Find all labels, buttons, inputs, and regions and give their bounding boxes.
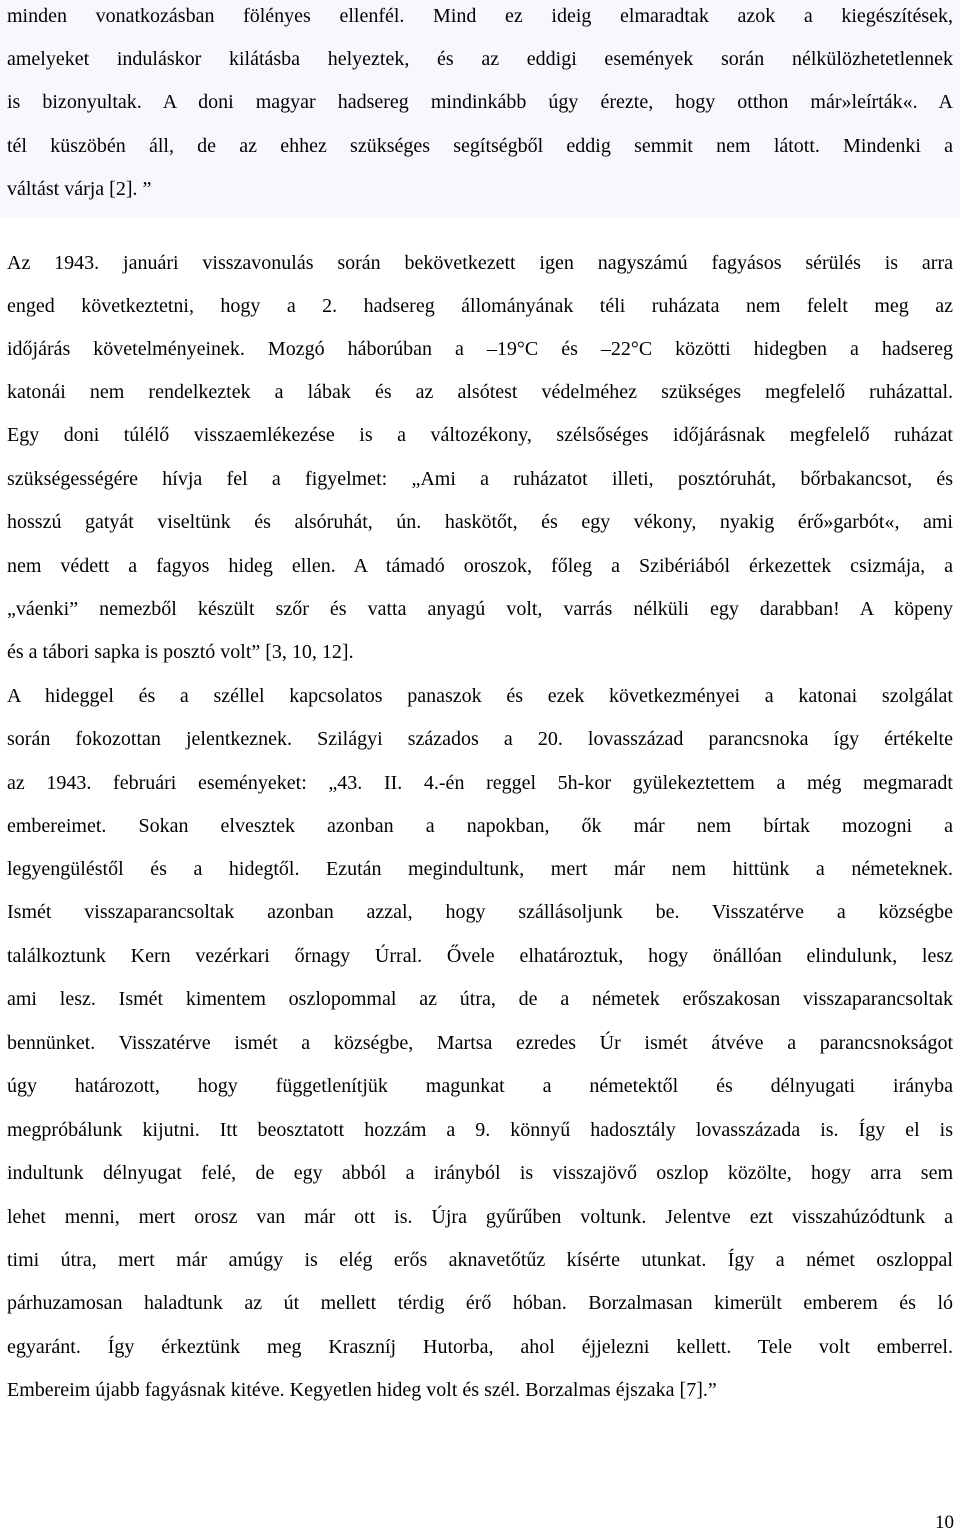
paragraph-line: Ismét visszaparancsoltak azonban azzal, hogy szállásoljunk be. Visszatérve a községbe (7, 901, 953, 923)
paragraph-line: enged következtetni, hogy a 2. hadsereg állományának téli ruházata nem felelt meg az (7, 295, 953, 317)
paragraph-line: katonái nem rendelkeztek a lábak és az alsótest védelméhez szükséges megfelelő ruházattal. (7, 381, 953, 403)
paragraph-line: Az 1943. januári visszavonulás során bekövetkezett igen nagyszámú fagyásos sérülés is arra (7, 252, 953, 274)
paragraph-line: párhuzamosan haladtunk az út mellett térdig érő hóban. Borzalmasan kimerült emberem és ló (7, 1292, 953, 1314)
paragraph-line: Embereim újabb fagyásnak kitéve. Kegyetlen hideg volt és szél. Borzalmas éjszaka [7].” (7, 1379, 717, 1401)
paragraph-line: A hideggel és a széllel kapcsolatos panaszok és ezek következményei a katonai szolgálat (7, 685, 953, 707)
paragraph-line: nem védett a fagyos hideg ellen. A támadó oroszok, főleg a Szibériából érkezettek csizmája, a (7, 555, 953, 577)
paragraph-line: timi útra, mert már amúgy is elég erős aknavetőtűz kísérte utunkat. Így a német oszloppal (7, 1249, 953, 1271)
paragraph-line: „váenki” nemezből készült szőr és vatta anyagú volt, varrás nélküli egy darabban! A köpeny (7, 598, 953, 620)
paragraph-line: lehet menni, mert orosz van már ott is. Újra gyűrűben voltunk. Jelentve ezt visszahúzódtunk a (7, 1206, 953, 1228)
paragraph-line: az 1943. februári eseményeket: „43. II. 4.-én reggel 5h-kor gyülekeztettem a még megmaradt (7, 772, 953, 794)
paragraph-line: Egy doni túlélő visszaemlékezése is a változékony, szélsőséges időjárásnak megfelelő ruházat (7, 424, 953, 446)
paragraph-line: indultunk délnyugat felé, de egy abból a irányból is visszajövő oszlop közölte, hogy arra sem (7, 1162, 953, 1184)
quote-line: váltást várja [2]. ” (7, 178, 152, 200)
quote-line: minden vonatkozásban fölényes ellenfél. Mind ez ideig elmaradtak azok a kiegészítések, (7, 5, 953, 27)
paragraph-line: embereimet. Sokan elvesztek azonban a napokban, ők már nem bírtak mozogni a (7, 815, 953, 837)
paragraph-line: megpróbálunk kijutni. Itt beosztatott hozzám a 9. könnyű hadosztály lovasszázada is. Így el is (7, 1119, 953, 1141)
quote-line: amelyeket induláskor kilátásba helyeztek, és az eddigi események során nélkülözhetetlennek (7, 48, 953, 70)
paragraph-line: és a tábori sapka is posztó volt” [3, 10, 12]. (7, 641, 354, 663)
page-number: 10 (935, 1512, 954, 1533)
paragraph-line: során fokozottan jelentkeznek. Szilágyi százados a 20. lovasszázad parancsnoka így értékelte (7, 728, 953, 750)
paragraph-line: úgy határozott, hogy függetlenítjük magunkat a németektől és délnyugati irányba (7, 1075, 953, 1097)
paragraph-line: hosszú gatyát viseltünk és alsóruhát, ún. haskötőt, és egy vékony, nyakig érő»garbót«, ami (7, 511, 953, 533)
paragraph-line: legyengüléstől és a hidegtől. Ezután megindultunk, mert már nem hittünk a németeknek. (7, 858, 953, 880)
paragraph-line: időjárás követelményeinek. Mozgó háborúban a –19°C és –22°C közötti hidegben a hadsereg (7, 338, 953, 360)
paragraph-line: egyaránt. Így érkeztünk meg Kraszníj Hutorba, ahol éjjelezni kellett. Tele volt emberrel. (7, 1336, 953, 1358)
quote-line: is bizonyultak. A doni magyar hadsereg mindinkább úgy érezte, hogy otthon már»leírták«. A (7, 91, 953, 113)
paragraph-line: szükségességére hívja fel a figyelmet: „Ami a ruházatot illeti, posztóruhát, bőrbakancsot, és (7, 468, 953, 490)
paragraph-line: találkoztunk Kern vezérkari őrnagy Úrral. Ővele elhatároztuk, hogy önállóan elindulunk, lesz (7, 945, 953, 967)
paragraph-line: bennünket. Visszatérve ismét a községbe, Martsa ezredes Úr ismét átvéve a parancsnokságot (7, 1032, 953, 1054)
quote-line: tél küszöbén áll, de az ehhez szükséges segítségből eddig semmit nem látott. Mindenki a (7, 135, 953, 157)
paragraph-line: ami lesz. Ismét kimentem oszlopommal az útra, de a németek erőszakosan visszaparancsoltak (7, 988, 953, 1010)
